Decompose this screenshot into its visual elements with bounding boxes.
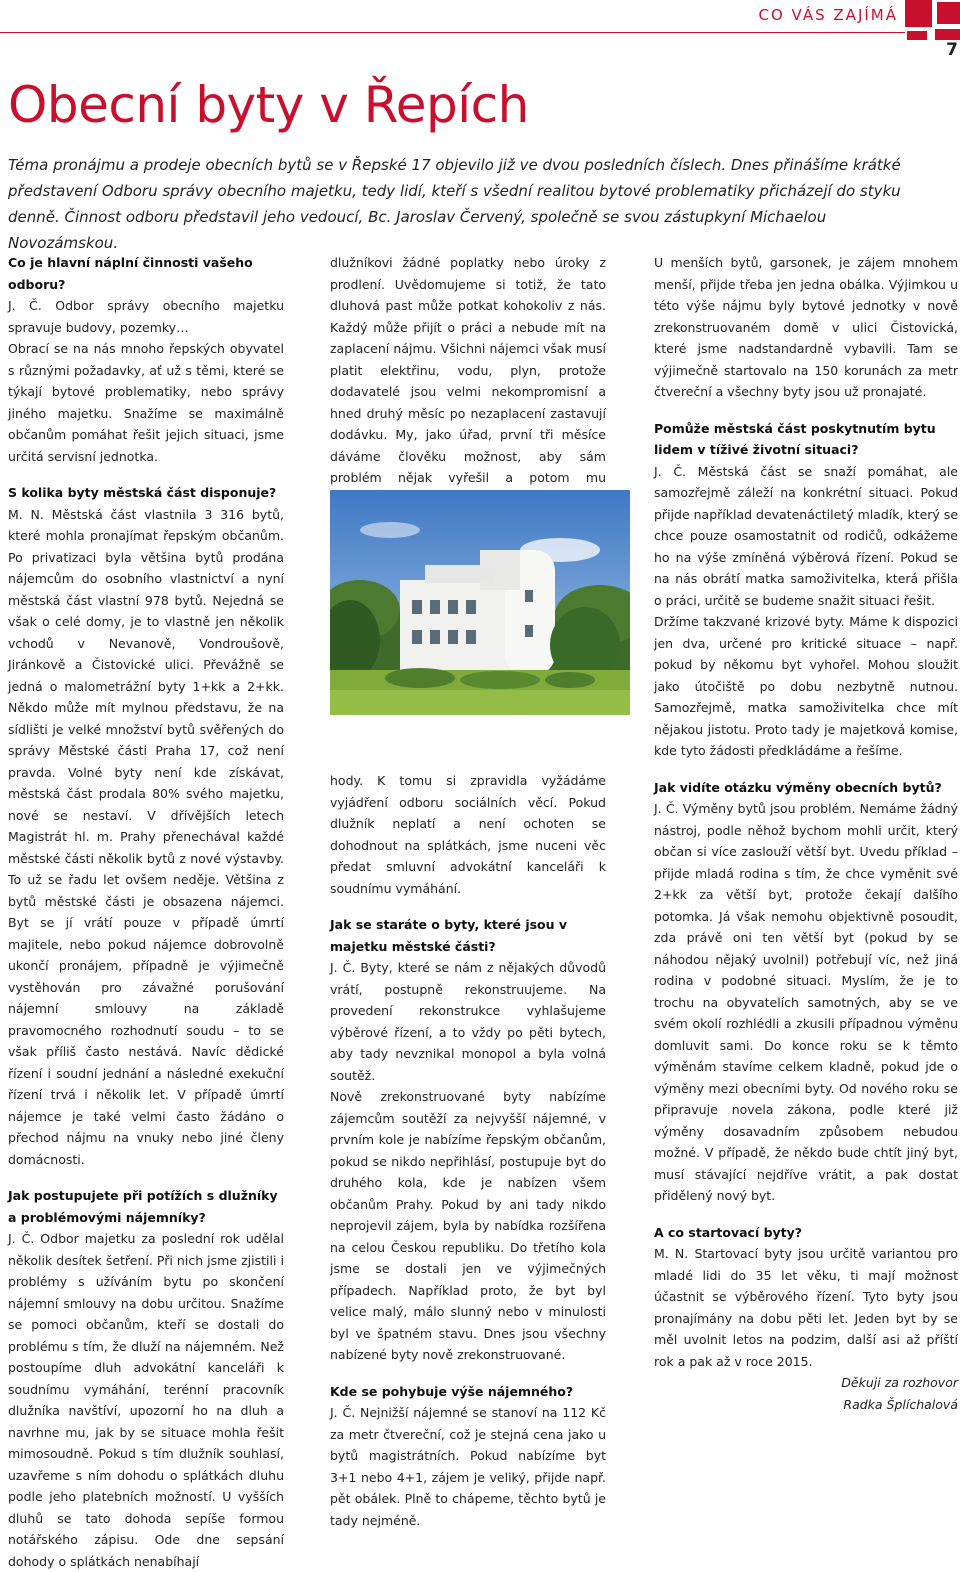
answer: J. Č. Odbor správy obecního majetku spravuje budovy, pozemky… bbox=[8, 298, 284, 335]
header-rule bbox=[0, 32, 905, 33]
answer: J. Č. Nejnižší nájemné se stanoví na 112 Kč za metr čtvereční, což je stejná cena jako u bytů magistrátních. Pokud nabízíme byt 3+1 nebo 4+1, zájem je veliký, přijde např. pět obálek. Plně to chápeme, těchto bytů je tady nejméně. bbox=[330, 1405, 606, 1528]
question: Jak postupujete při potížích s dlužníky a problémovými nájemníky? bbox=[8, 1188, 278, 1225]
logo-squares-icon bbox=[905, 0, 960, 40]
answer: J. Č. Odbor majetku za poslední rok udělal několik desítek šetření. Při nich jsme zjistili i problémy s užíváním bytu po skončení nájemní smlouvy na dobu určitou. Snažíme se pomoci občanům, kteří se dostali do problému s tím, že dluží na nájemném. Než postoupíme dluh advokátní kanceláři k soudnímu vymáhání, terénní pracovník dlužníka navštíví, upozorní ho na dluh a navrhne mu, jak by se situace mohla řešit mimosoudně. Pokud s tím dlužník souhlasí, uzavřeme s ním dohodu o splátkách dluhu podle jeho platebních možností. U vyšších dluhů se tato dohoda sepíše formou notářského zápisu. Ode dne sepsání dohody o splátkách nenabíhají bbox=[8, 1231, 284, 1569]
column-1 bbox=[8, 252, 284, 1572]
answer: M. N. Městská část vlastnila 3 316 bytů, které mohla pronajímat řepským občanům. Po privatizaci byla většina bytů prodána nájemcům do osobního vlastnictví a nyní městská část vlastní 978 bytů. Nejedná se však o celé domy, je to vlastně jen několik vchodů v Nevanově, Vondroušově, Jiránkově a Čistovické ulici. Převážně se jedná o malometrážní byty 1+kk a 2+kk. Někdo může mít mylnou představu, že na sídlišti je velké množství bytů svěřených do správy Městské části Praha 17, což není pravda. Volné byty není kde získávat, městská část prodala 80% svého majetku, nové se nestaví. V dřívějších letech Magistrát hl. m. Prahy přenechával každé městské části několik bytů z nové výstavby. To už se řadu let ovšem neděje. Většina z bytů městské části je obsazena nájemci. Byt se jí vrátí pouze v případě úmrtí majitele, nebo pokud nájemce dobrovolně ukončí pronájem, případně je výjimečně vystěhován pro závažné porušování nájemní smlouvy na základě pravomocného rozhodnutí soudu – to se však příliš často nestává. Navíc dědické řízení i soudní jednání a následné exekuční řízení trvá i několik let. V případě úmrtí nájemce je také velmi často žádáno o přechod nájmu na vnuky nebo jiné členy domácnosti. bbox=[8, 506, 284, 1167]
question: Kde se pohybuje výše nájemného? bbox=[330, 1383, 574, 1399]
answer: Obrací se na nás mnoho řepských obyvatel s různými požadavky, ať už s těmi, které se týkají bytové problematiky, nebo správy jiného majetku. Snažíme se maximálně občanům pomáhat řešit jejich situaci, jsme určitá servisní jednotka. bbox=[8, 341, 284, 464]
answer: J. Č. Městská část se snaží pomáhat, ale samozřejmě záleží na konkrétní situaci. Pokud přijde například devatenáctiletý mladík, který se chce pouze osamostatnit od rodičů, odkážeme ho na výše zmíněná výběrová řízení. Pokud se na nás obrátí matka samoživitelka, která přišla o práci, určitě se budeme snažit situaci řešit. bbox=[654, 463, 959, 608]
page-number: 7 bbox=[946, 40, 958, 60]
question: Pomůže městská část poskytnutím bytu lidem v tíživé životní situaci? bbox=[654, 420, 936, 457]
answer: M. N. Startovací byty jsou určitě variantou pro mladé lidi do 35 let věku, ti mají možnost účastnit se výběrového řízení. Tyto byty jsou pronajímány na dobu pěti let. Jeden byt by se měl uvolnit letos na podzim, další asi až příští rok a pak až v roce 2015. bbox=[654, 1246, 958, 1369]
answer: dlužníkovi žádné poplatky nebo úroky z prodlení. Uvědomujeme si totiž, že tato dluhová past může potkat kohokoliv z nás. Každý může přijít o práci a nebude mít na zaplacení nájmu. Všichni nájemci však musí platit elektřinu, vodu, plyn, protože dodavatelé jsou velmi nekompromisní a hned druhý měsíc po nezaplacení zastavují dodávku. My, jako úřad, první tři měsíce dáváme člověku možnost, aby sám problém nějak vyřešil a potom mu bbox=[330, 255, 606, 485]
question: Jak vidíte otázku výměny obecních bytů? bbox=[654, 779, 942, 795]
signature-line-1: Děkuji za rozhovor bbox=[841, 1375, 958, 1390]
answer: J. Č. Výměny bytů jsou problém. Nemáme žádný nástroj, podle něhož bychom mohli určit, který občan si více zaslouží větší byt. Uvedu příklad – přijde mladá rodina s tím, že chce vyměnit své 2+kk za větší byt, protože čekají dalšího potomka. Já však nemohu objektivně posoudit, zda právě oni ten větší byt (pokud by se náhodou nějaký uvolnil) potřebují víc, než jiná rodina v podobné situaci. Myslím, že je to trochu na obyvatelích samotných, aby se ve svém okolí rozhlédli a zkusili případnou výměnu domluvit sami. Do konce roku se k těmto výměnám stavíme celkem kladně, pokud jde o výměny mezi obecními byty. Od nového roku se připravuje novela zákona, podle které již výměny dosavadním způsobem nebudou možné. V případě, že někdo bude chtít jiný byt, musí stávající nejdříve vrátit, a pak dostat přidělený nový byt. bbox=[654, 801, 958, 1203]
column-3 bbox=[654, 252, 958, 1415]
answer: J. Č. Byty, které se nám z nějakých důvodů vrátí, postupně rekonstruujeme. Na provedení rekonstrukce vyhlašujeme výběrové řízení, a to vždy po pěti bytech, aby tady nevznikal monopol a byla volná soutěž. bbox=[330, 960, 606, 1083]
column-2 bbox=[330, 252, 606, 1531]
article-lead: Téma pronájmu a prodeje obecních bytů se v Řepské 17 objevilo již ve dvou posledních číslech. Dnes přinášíme krátké představení Odboru správy obecního majetku, tedy lidí, kteří s všední realitou bytové problematiky přicházejí do styku denně. Činnost odboru představil jeho vedoucí, Bc. Jaroslav Červený, společně se svou zástupkyní Michaelou Novozámskou. bbox=[8, 156, 901, 252]
question: S kolika byty městská část disponuje? bbox=[8, 485, 277, 500]
signature-line-2: Radka Šplíchalová bbox=[843, 1396, 958, 1412]
question: Co je hlavní náplní činnosti vašeho odboru? bbox=[8, 255, 253, 292]
answer: hody. K tomu si zpravidla vyžádáme vyjádření odboru sociálních věcí. Pokud dlužník neplatí a není ochoten se dohodnout na splátkách, jsme nuceni věc předat smluvní advokátní kanceláři k soudnímu vymáhání. bbox=[330, 773, 606, 896]
question: Jak se staráte o byty, které jsou v majetku městské části? bbox=[330, 917, 568, 954]
article-title: Obecní byty v Řepích bbox=[8, 76, 529, 134]
building-photo bbox=[330, 490, 630, 715]
answer: Nově zrekonstruované byty nabízíme zájemcům soutěží za nejvyšší nájemné, v prvním kole je nabízíme řepským občanům, pokud se nikdo nepřihlásí, postupuje byt do druhého kola, kde je nabízen všem občanům Prahy. Pokud by ani tady nikdo neprojevil zájem, byla by nabídka rozšířena na celou Českou republiku. Do třetího kola jsme se dostali jen ve výjimečných případech. Například proto, že byt byl velice malý, málo slunný nebo v minulosti byl ve špatném stavu. Dnes jsou všechny nabízené byty nově zrekonstruované. bbox=[330, 1089, 606, 1362]
answer: Držíme takzvané krizové byty. Máme k dispozici jen dva, určené pro kritické situace – např. pokud by někomu byt vyhořel. Mohou sloužit jako útočiště po dobu nezbytně nutnou. Samozřejmě, matka samoživitelka chce mít nějakou jistotu. Proto tady je majetková komise, kde tyto žádosti předkládáme a řešíme. bbox=[654, 614, 958, 758]
answer: U menších bytů, garsonek, je zájem mnohem menší, přijde třeba jen jedna obálka. Výjimkou u této výše nájmu byly bytové jednotky v nově zrekonstruovaném domě v ulici Čistovická, které jsme nadstandardně vybavili. Tam se výjimečně startovalo na 150 korunách za metr čtvereční a všechny byty jsou už pronajaté. bbox=[654, 255, 958, 399]
section-label: CO VÁS ZAJÍMÁ bbox=[758, 6, 898, 24]
question: A co startovací byty? bbox=[654, 1224, 803, 1240]
